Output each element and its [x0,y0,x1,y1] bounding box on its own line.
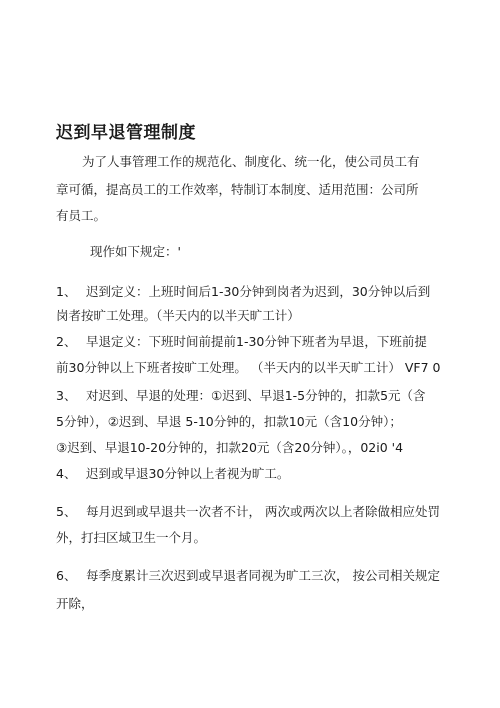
rule-item-1-cont: 岗者按旷工处理。（半天内的以半天旷工计） [56,308,300,323]
item-number: 1、 [56,284,77,299]
document-title: 迟到早退管理制度 [56,123,196,143]
item-text: 每月迟到或早退共一次者不计， 两次或两次以上者除做相应处罚 [85,504,440,519]
item-text: 迟到或早退30分钟以上者视为旷工。 [85,466,290,481]
item-number: 3、 [56,388,77,403]
item-number: 2、 [56,334,77,349]
rule-item-5 [56,504,440,520]
rule-item-4 [56,466,289,482]
rule-item-3 [56,388,426,404]
rule-item-3-cont: ③迟到、早退10-20分钟的，扣款20元（含20分钟）。，02i0 '4 [56,440,404,455]
rule-item-5-cont: 外，打扫区域卫生一个月。 [56,530,207,545]
item-text: 每季度累计三次迟到或早退者同视为旷工三次， 按公司相关规定 [85,568,440,583]
intro-line: 有员工。 [56,208,107,223]
rule-item-6 [56,568,440,584]
rule-item-1 [56,284,430,300]
rule-item-6-cont: 开除， [56,596,94,611]
rule-item-2 [56,334,427,350]
rules-header: 现作如下规定：' [90,244,181,259]
rule-item-3-cont: 5分钟），②迟到、早退 5-10分钟的，扣款10元（含10分钟）； [56,414,402,429]
item-text: 迟到定义：上班时间后1-30分钟到岗者为迟到，30分钟以后到 [85,284,431,299]
item-text: 早退定义：下班时间前提前1-30分钟下班者为早退，下班前提 [85,334,427,349]
item-text: 对迟到、早退的处理：①迟到、早退1-5分钟的，扣款5元（含 [85,388,426,403]
intro-line: 章可循，提高员工的工作效率，特制订本制度、适用范围：公司所 [56,182,419,197]
item-number: 5、 [56,504,77,519]
item-number: 6、 [56,568,77,583]
rule-item-2-cont: 前30分钟以上下班者按旷工处理。 （半天内的以半天旷工计） VF7 0 [56,360,441,375]
item-number: 4、 [56,466,77,481]
intro-line: 为了人事管理工作的规范化、制度化、统一化，使公司员工有 [82,154,420,169]
